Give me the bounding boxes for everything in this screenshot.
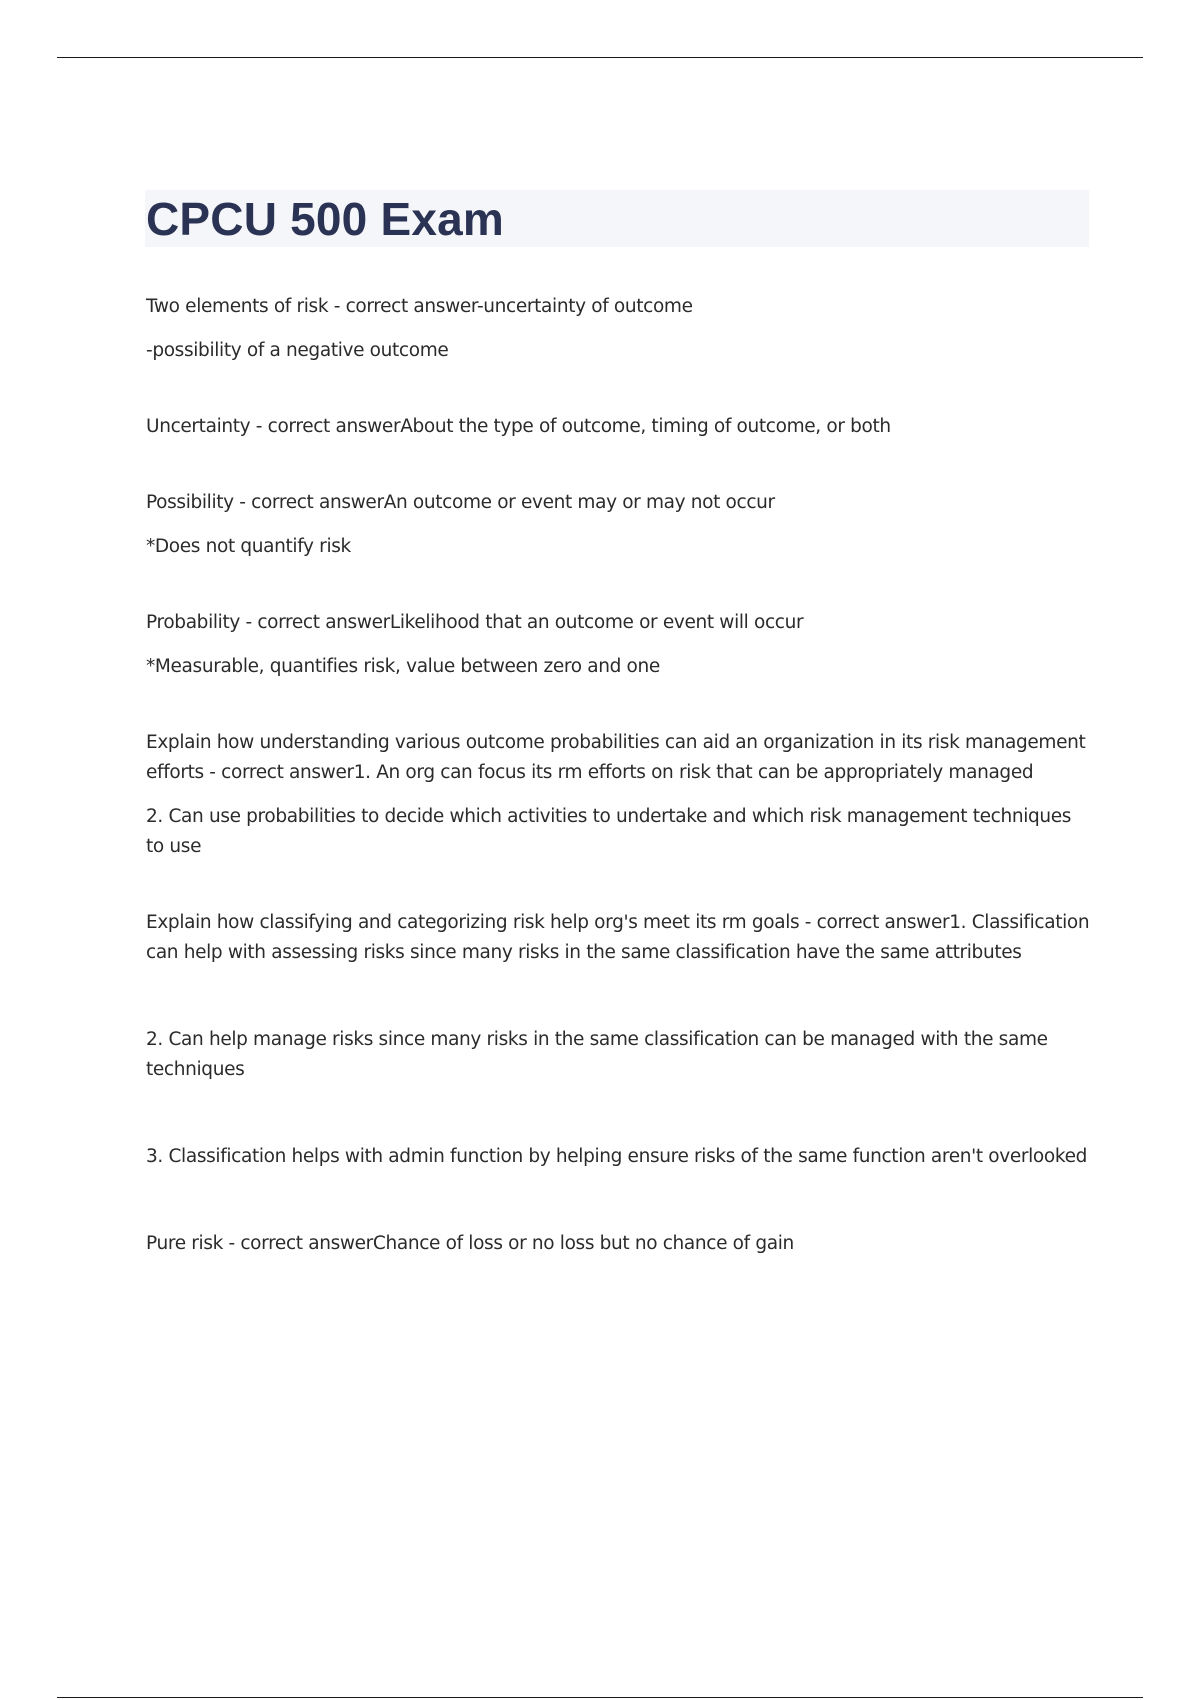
entry-text: Explain how classifying and categorizing risk help org's meet its rm goals - correct answer1. Classification can help with assessing risks since many risks in the same classification have the same attributes [146,912,1090,963]
entry-text: Uncertainty - correct answerAbout the type of outcome, timing of outcome, or both [146,416,891,437]
qa-entry-classification-point-3 [146,1142,1091,1172]
entry-text: 3. Classification helps with admin function by helping ensure risks of the same function aren't overlooked [146,1146,1087,1167]
document-body [146,292,1091,1259]
qa-entry-uncertainty [146,412,1091,442]
entry-text: Possibility - correct answerAn outcome or event may or may not occur [146,492,775,513]
qa-entry-outcome-probabilities [146,728,1091,862]
entry-text: Pure risk - correct answerChance of loss or no loss but no chance of gain [146,1233,794,1254]
qa-entry-classifying-risk [146,908,1091,968]
entry-text: 2. Can use probabilities to decide which activities to undertake and which risk management techniques to use [146,806,1072,857]
entry-text: *Measurable, quantifies risk, value between zero and one [146,656,660,677]
page-title: CPCU 500 Exam [146,193,504,245]
qa-entry-classification-point-2 [146,1025,1091,1085]
qa-entry-probability [146,608,1091,682]
entry-text: Probability - correct answerLikelihood that an outcome or event will occur [146,612,804,633]
qa-entry-risk-elements [146,292,1091,366]
footer-rule [57,1697,1143,1698]
entry-text: Two elements of risk - correct answer-uncertainty of outcome [146,296,693,317]
qa-entry-possibility [146,488,1091,562]
entry-text: 2. Can help manage risks since many risks in the same classification can be managed with the same techniques [146,1029,1048,1080]
entry-text: -possibility of a negative outcome [146,340,449,361]
entry-text: *Does not quantify risk [146,536,351,557]
qa-entry-pure-risk [146,1229,1091,1259]
entry-text: Explain how understanding various outcome probabilities can aid an organization in its risk management efforts - correct answer1. An org can focus its rm efforts on risk that can be appropriately managed [146,732,1086,783]
header-rule [57,57,1143,58]
